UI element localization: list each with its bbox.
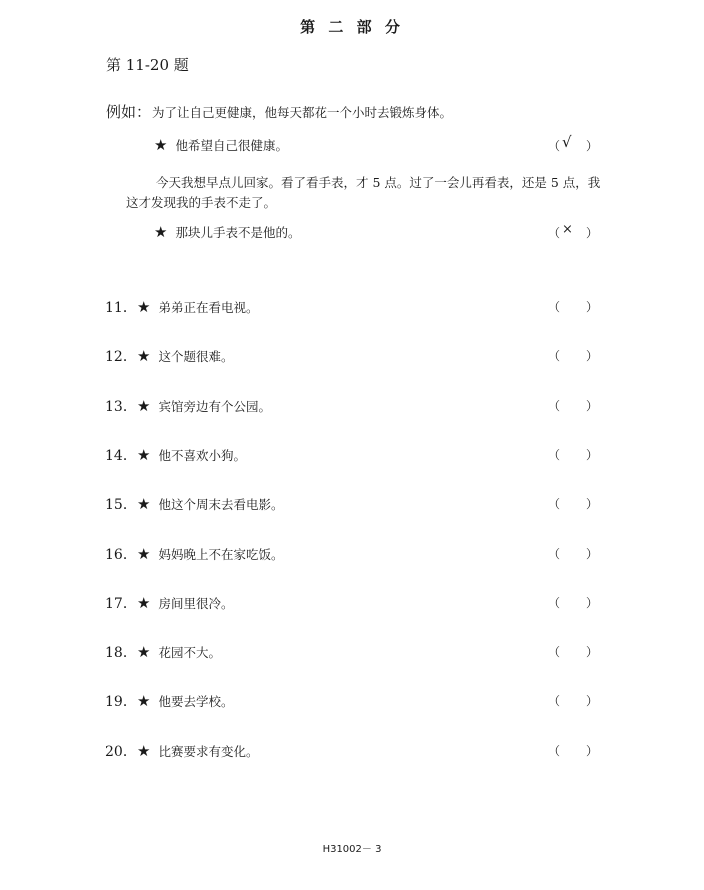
- answer-blank[interactable]: [548, 347, 598, 363]
- question-text: 这个题很难。: [158, 349, 234, 365]
- check-mark-icon: √: [562, 133, 572, 151]
- example-statement-2: [154, 223, 300, 241]
- example-statement-2-text: 那块儿手表不是他的。: [175, 225, 301, 240]
- answer-blank[interactable]: [548, 397, 598, 413]
- paren-open: （: [548, 694, 561, 709]
- paren-close: ）: [585, 497, 598, 512]
- star-icon: ★: [154, 223, 168, 241]
- star-icon: ★: [154, 136, 168, 154]
- answer-blank[interactable]: [548, 594, 598, 610]
- question-row: [105, 544, 283, 564]
- answer-blank[interactable]: [548, 643, 598, 659]
- paren-close: ）: [585, 300, 598, 314]
- answer-blank[interactable]: [548, 692, 598, 708]
- question-row: [105, 445, 246, 465]
- example-paragraph: 今天我想早点儿回家。看了看手表，才 5 点。过了一会儿再看表，还是 5 点，我这才发现我的手表不走了。: [126, 175, 601, 210]
- paren-close: ）: [585, 398, 598, 413]
- question-number: 18．: [105, 645, 137, 662]
- question-text: 房间里很冷。: [158, 595, 234, 611]
- star-icon: ★: [137, 347, 151, 366]
- question-row: [105, 593, 233, 613]
- question-number: 12．: [105, 349, 137, 366]
- page-title: 第 二 部 分: [300, 18, 404, 36]
- example-answer-2: [548, 224, 598, 240]
- star-icon: ★: [137, 741, 151, 760]
- question-text: 他这个周末去看电影。: [158, 497, 284, 513]
- answer-blank[interactable]: [548, 298, 598, 314]
- answer-blank[interactable]: [548, 742, 598, 758]
- cross-mark-icon: ×: [562, 222, 573, 237]
- paren-open: （: [548, 645, 561, 660]
- example-statement-1: [154, 136, 288, 154]
- star-icon: ★: [137, 692, 151, 711]
- question-row: [105, 494, 283, 514]
- star-icon: ★: [137, 544, 151, 563]
- question-row: [105, 346, 233, 366]
- star-icon: ★: [137, 298, 151, 316]
- question-row: [105, 642, 221, 662]
- question-number: 20．: [105, 743, 137, 760]
- paren-open: （: [548, 743, 561, 758]
- star-icon: ★: [137, 396, 151, 415]
- question-number: 15．: [105, 497, 137, 514]
- example-answer-1: [548, 133, 598, 153]
- paren-close: ）: [585, 743, 598, 758]
- question-text: 比赛要求有变化。: [158, 743, 259, 759]
- answer-blank[interactable]: [548, 545, 598, 561]
- paren-open: （: [548, 595, 561, 610]
- example-label: 例如：: [106, 103, 152, 121]
- question-row: [105, 741, 258, 761]
- question-text: 花园不大。: [158, 645, 221, 661]
- question-row: [105, 297, 258, 317]
- paren-open: （: [548, 497, 561, 512]
- star-icon: ★: [137, 643, 151, 662]
- paren-close: ）: [585, 546, 598, 561]
- question-text: 妈妈晚上不在家吃饭。: [158, 546, 284, 562]
- paren-close: ）: [585, 694, 598, 709]
- paren-close: ）: [585, 595, 598, 610]
- paren-open: （: [548, 398, 561, 413]
- paren-close: ）: [585, 447, 598, 462]
- question-text: 他不喜欢小狗。: [158, 447, 246, 463]
- question-number: 19．: [105, 694, 137, 711]
- paren-open: （: [548, 349, 561, 364]
- paren-close: ）: [585, 349, 598, 364]
- paren-open: （: [548, 139, 561, 153]
- paren-close: ）: [585, 139, 598, 153]
- example-text: 为了让自己更健康，他每天都花一个小时去锻炼身体。: [152, 105, 453, 120]
- question-number: 11．: [105, 300, 137, 316]
- paren-open: （: [548, 300, 561, 314]
- paren-close: ）: [585, 645, 598, 660]
- question-row: [105, 396, 271, 416]
- section-label: 第 11-20 题: [106, 56, 189, 74]
- example-statement-1-text: 他希望自己很健康。: [175, 138, 288, 153]
- star-icon: ★: [137, 593, 151, 612]
- paren-open: （: [548, 447, 561, 462]
- paren-open: （: [548, 226, 561, 240]
- page-footer: H31002－ 3: [322, 844, 382, 855]
- question-text: 他要去学校。: [158, 694, 234, 710]
- paren-close: ）: [585, 226, 598, 240]
- question-row: [105, 691, 233, 711]
- question-number: 16．: [105, 546, 137, 563]
- answer-blank[interactable]: [548, 446, 598, 462]
- question-number: 13．: [105, 398, 137, 415]
- question-number: 17．: [105, 595, 137, 612]
- star-icon: ★: [137, 495, 151, 514]
- star-icon: ★: [137, 445, 151, 464]
- answer-blank[interactable]: [548, 495, 598, 511]
- question-text: 弟弟正在看电视。: [158, 300, 259, 315]
- question-text: 宾馆旁边有个公园。: [158, 398, 271, 414]
- question-number: 14．: [105, 447, 137, 464]
- paren-open: （: [548, 546, 561, 561]
